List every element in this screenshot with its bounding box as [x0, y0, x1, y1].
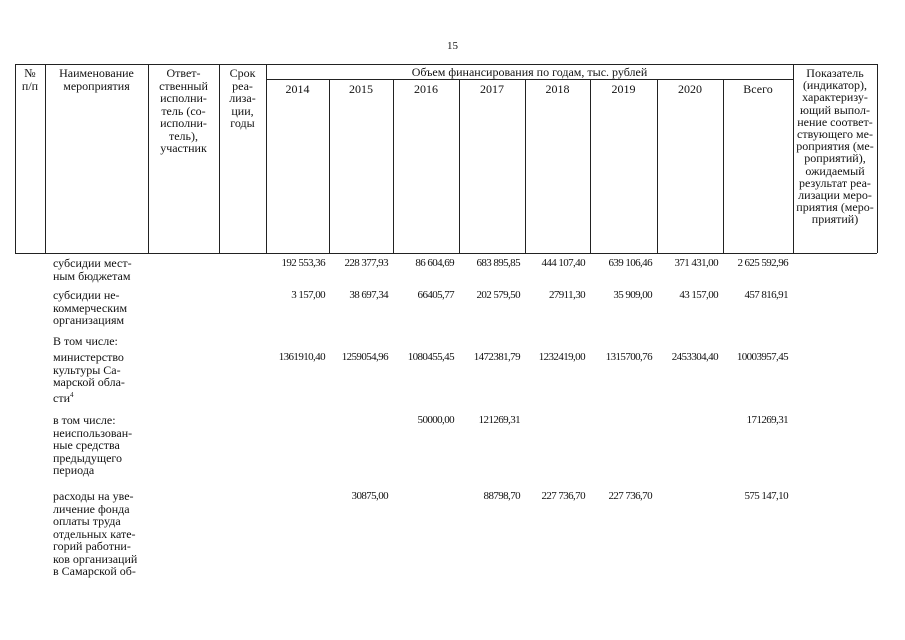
page-number: 15 [447, 40, 458, 52]
cell-local-2015: 228 377,93 [344, 257, 388, 269]
header-funding-group: Объем финансирования по годам, тыс. рублей [411, 65, 648, 79]
row-label-including: В том числе: [53, 334, 118, 348]
header-term: Срок реа- лиза- ции, годы [229, 66, 256, 130]
cell-wage-2017: 88798,70 [483, 490, 520, 502]
header-year-2014: 2014 [285, 82, 310, 96]
header-year-2015: 2015 [349, 82, 373, 96]
cell-wage-2018: 227 736,70 [541, 490, 585, 502]
row-label-wage-fund-expenses: расходы на уве- личение фонда оплаты труда отдельных кате- горий работни- ков организаций в Самарской об- [53, 489, 138, 578]
cell-ministry-2020: 2453304,40 [671, 351, 718, 363]
footnote-marker: 4 [70, 390, 74, 399]
header-total: Всего [743, 82, 773, 96]
header-year-2017: 2017 [480, 82, 504, 96]
header-responsible: Ответ- ственный исполни- тель (со- исполни- тель), участник [159, 66, 208, 155]
cell-ministry-2017: 1472381,79 [473, 351, 520, 363]
cell-ministry-total: 10003957,45 [736, 351, 788, 363]
header-indicator: Показатель (индикатор), характеризу- ющий выпол- нение соответ- ствующего ме- роприятия (ме- роприятий), ожидаемый результат реа- лизации меро- приятия (меро- приятий) [796, 66, 874, 227]
header-year-2016: 2016 [414, 82, 438, 96]
cell-local-2018: 444 107,40 [541, 257, 585, 269]
cell-local-2019: 639 106,46 [608, 257, 652, 269]
cell-wage-total: 575 147,10 [744, 490, 788, 502]
row-label-ministry-of-culture: министерство культуры Са- марской обла- сти$^4$ [53, 350, 125, 405]
cell-local-2017: 683 895,85 [476, 257, 520, 269]
row-label-local-subsidies: субсидии мест- ным бюджетам [53, 256, 132, 283]
cell-nonprofit-2015: 38 697,34 [349, 289, 388, 301]
cell-nonprofit-2017: 202 579,50 [476, 289, 520, 301]
cell-unused-2016: 50000,00 [417, 414, 454, 426]
cell-nonprofit-2018: 27911,30 [548, 289, 585, 301]
cell-unused-2017: 121269,31 [478, 414, 520, 426]
cell-ministry-2018: 1232419,00 [538, 351, 585, 363]
cell-local-total: 2 625 592,96 [737, 257, 788, 269]
cell-local-2014: 192 553,36 [281, 257, 325, 269]
cell-local-2020: 371 431,00 [674, 257, 718, 269]
header-year-2019: 2019 [611, 82, 636, 96]
cell-wage-2019: 227 736,70 [608, 490, 652, 502]
cell-wage-2015: 30875,00 [351, 490, 388, 502]
cell-nonprofit-2016: 66405,77 [417, 289, 454, 301]
cell-local-2016: 86 604,69 [415, 257, 454, 269]
header-number: № п/п [21, 66, 39, 93]
cell-nonprofit-total: 457 816,91 [744, 289, 788, 301]
cell-ministry-2016: 1080455,45 [407, 351, 454, 363]
row-label-unused-funds: в том числе: неиспользован- ные средства предыдущего периода [53, 413, 133, 477]
header-year-2020: 2020 [678, 82, 702, 96]
cell-ministry-2014: 1361910,40 [278, 351, 325, 363]
header-name: Наименование мероприятия [59, 66, 134, 93]
cell-nonprofit-2019: 35 909,00 [613, 289, 652, 301]
cell-nonprofit-2014: 3 157,00 [291, 289, 325, 301]
header-year-2018: 2018 [545, 82, 570, 96]
row-label-nonprofit-subsidies: субсидии не- коммерческим организациям [53, 288, 128, 327]
cell-ministry-2015: 1259054,96 [341, 351, 388, 363]
cell-nonprofit-2020: 43 157,00 [679, 289, 718, 301]
cell-ministry-2019: 1315700,76 [605, 351, 652, 363]
cell-unused-total: 171269,31 [746, 414, 788, 426]
